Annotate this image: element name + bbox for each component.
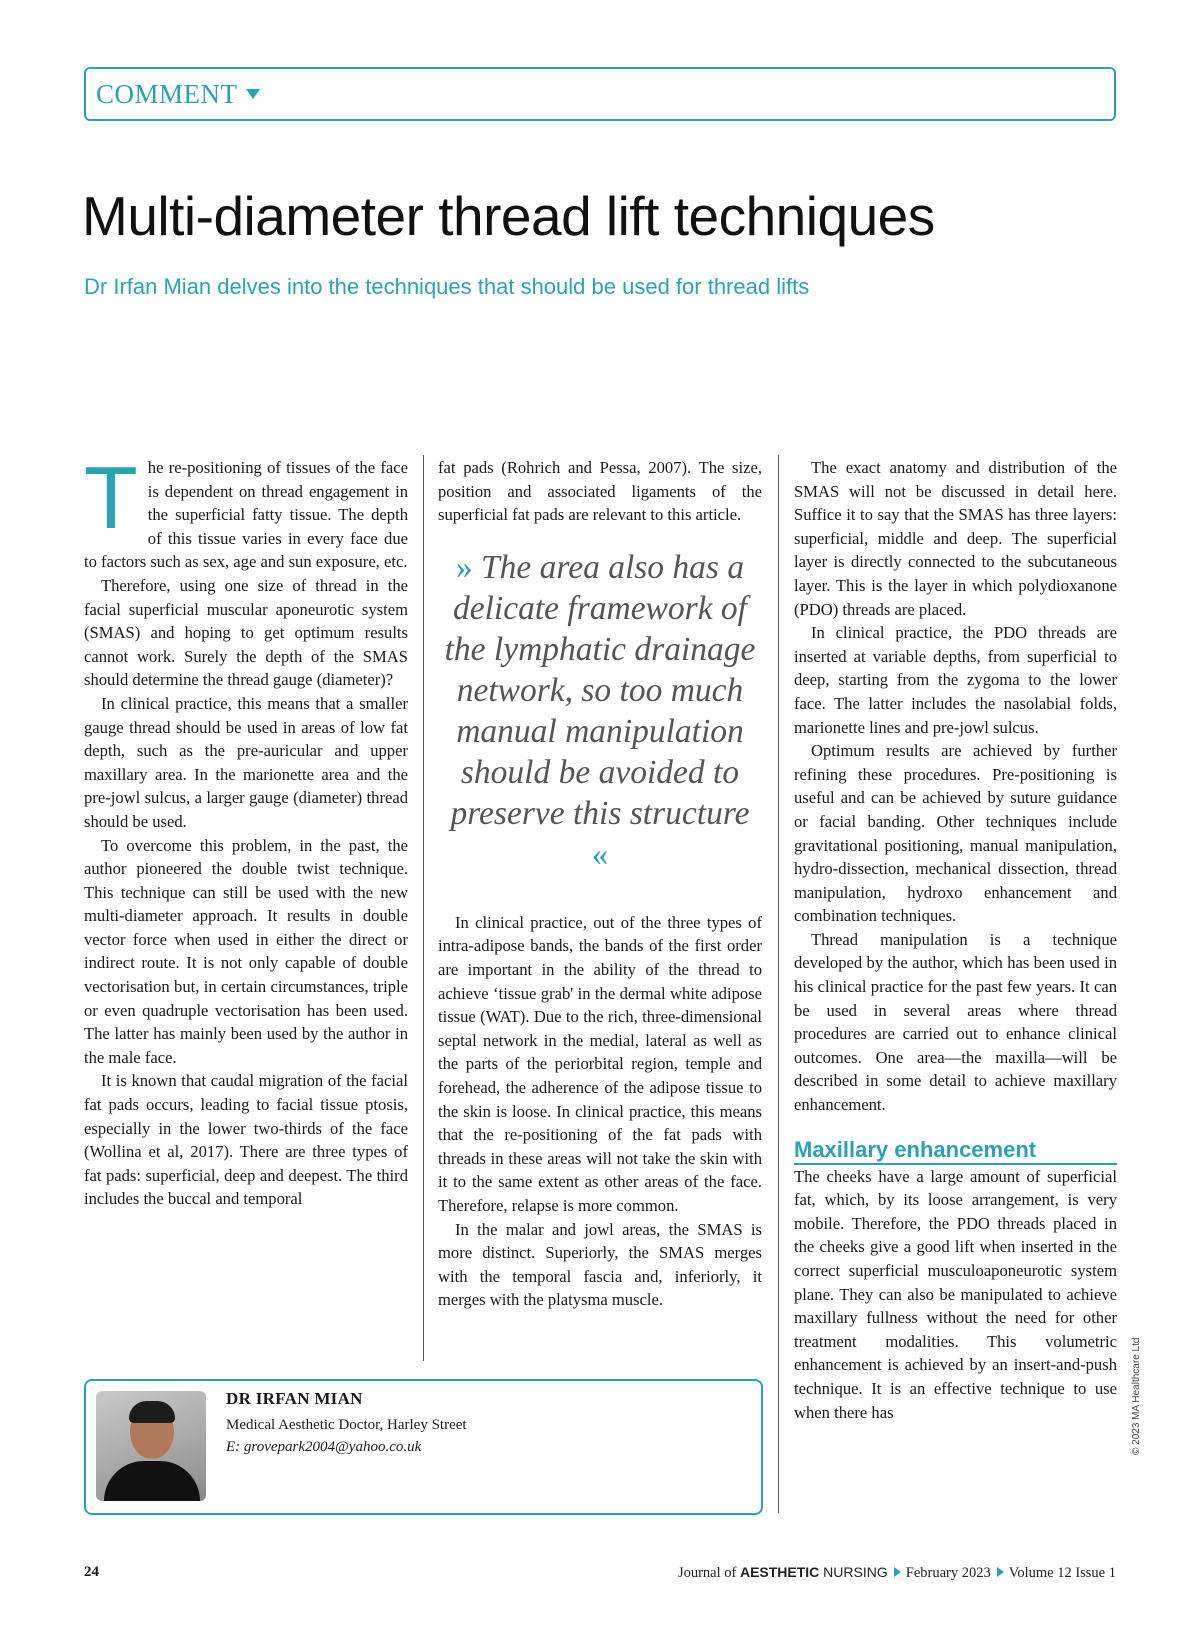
caret-down-icon (246, 89, 260, 99)
volume-issue: Volume 12 Issue 1 (1008, 1565, 1116, 1581)
triangle-right-icon (894, 1567, 901, 1577)
issue-date: February 2023 (905, 1565, 991, 1581)
paragraph: The exact anatomy and distribution of the SMAS will not be discussed in detail here. Suffice it to say that the SMAS has three layers: superficial, middle and deep. The superficial layer is directly connected to the subcutaneous layer. This is the layer in which polydioxanone (PDO) threads are placed. (794, 458, 1117, 619)
quote-open-icon: » (455, 548, 473, 586)
copyright-notice: © 2023 MA Healthcare Ltd (1131, 1337, 1142, 1455)
author-name: DR IRFAN MIAN (226, 1389, 363, 1408)
pull-quote-text: The area also has a delicate framework of the lymphatic drainage network, so too much manual manipulation should be avoided to preserve this structure (444, 548, 756, 832)
column-divider (423, 455, 424, 1361)
author-box (84, 1379, 763, 1515)
paragraph: In clinical practice, the PDO threads are inserted at variable depths, from superficial to deep, starting from the zygoma to the lower face. The latter includes the nasolabial folds, marionette lines and pre-jowl sulcus. (794, 623, 1117, 737)
paragraph: In clinical practice, out of the three types of intra-adipose bands, the bands of the first order are important in the ability of the thread to achieve ‘tissue grab' in the dermal white adipose tissue (WAT). Due to the rich, three-dimensional septal network in the medial, lateral as well as the parts of the periorbital region, temple and forehead, the adherence of the adipose tissue to the skin is loose. In clinical practice, this means that the re-positioning of the fat pads with threads in these areas will not take the skin with it to the same extent as other areas of the face. Therefore, relapse is more common. (438, 912, 762, 1215)
triangle-right-icon (997, 1567, 1004, 1577)
author-email[interactable]: E: grovepark2004@yahoo.co.uk (226, 1439, 422, 1455)
column-divider (778, 455, 779, 1513)
paragraph: Therefore, using one size of thread in the facial superficial muscular aponeurotic system (SMAS) and hoping to get optimum results cannot work. Surely the depth of the SMAS should determine the thread gauge (diameter)? (84, 575, 408, 690)
avatar-body (104, 1461, 200, 1501)
article-title: Multi-diameter thread lift techniques (82, 185, 935, 247)
paragraph: In the malar and jowl areas, the SMAS is more distinct. Superiorly, the SMAS merges with the temporal fascia and, inferiorly, it merges with the platysma muscle. (438, 1219, 762, 1310)
paragraph: he re-positioning of tissues of the face is dependent on thread engagement in the superficial fatty tissue. The depth of this tissue varies in every face due to factors such as sex, age and sun exposure, etc. (84, 458, 408, 572)
paragraph: It is known that caudal migration of the facial fat pads occurs, leading to facial tissue ptosis, especially in the lower two-thirds of the face (Wollina et al, 2017). There are three types of fat pads: superficial, deep and deepest. The third includes the buccal and temporal (84, 1071, 408, 1209)
section-label-text: COMMENT (96, 79, 238, 109)
column-1 (84, 448, 408, 1211)
paragraph: Thread manipulation is a technique developed by the author, which has been used in his clinical practice for the past few years. It can be used in several areas where thread procedures are carried out to enhance clinical outcomes. One area—the maxilla—will be described in some detail to achieve maxillary enhancement. (794, 929, 1117, 1115)
pull-quote (438, 547, 762, 875)
section-label (96, 79, 260, 110)
drop-cap: T (84, 448, 138, 547)
column-2 (438, 456, 762, 1312)
section-header-box (84, 67, 1116, 121)
paragraph: To overcome this problem, in the past, the author pioneered the double twist technique. This technique can still be used with the new multi-diameter approach. It results in double vector force when used in either the direct or indirect route. It is not only capable of double vectorisation but, in certain circumstances, triple or even quadruple vectorisation has been used. The latter has mainly been used by the author in the male face. (84, 835, 408, 1067)
paragraph: fat pads (Rohrich and Pessa, 2007). The size, position and associated ligaments of the superficial fat pads are relevant to this article. (438, 458, 762, 525)
subheading: Maxillary enhancement (794, 1137, 1117, 1165)
column-3 (794, 456, 1117, 1424)
avatar-hair (129, 1401, 175, 1423)
quote-close-icon: « (591, 835, 609, 873)
author-role: Medical Aesthetic Doctor, Harley Street (226, 1417, 467, 1433)
page-number: 24 (84, 1564, 99, 1580)
journal-footer (678, 1564, 1116, 1582)
journal-name-suffix: NURSING (819, 1564, 888, 1580)
paragraph: The cheeks have a large amount of superficial fat, which, by its loose arrangement, is very mobile. Therefore, the PDO threads placed in the cheeks give a good lift when inserted in the correct superficial musculoaponeurotic system plane. They can also be manipulated to achieve maxillary fullness without the need for other treatment modalities. This volumetric enhancement is achieved by an insert-and-push technique. It is an effective technique to use when there has (794, 1166, 1117, 1422)
journal-prefix: Journal of (677, 1565, 740, 1581)
journal-name-bold: AESTHETIC (739, 1564, 820, 1580)
paragraph: In clinical practice, this means that a smaller gauge thread should be used in areas of low fat depth, such as the pre-auricular and upper maxillary area. In the marionette area and the pre-jowl sulcus, a larger gauge (diameter) thread should be used. (84, 693, 408, 831)
author-photo (96, 1391, 206, 1501)
paragraph: Optimum results are achieved by further refining these procedures. Pre-positioning is useful and can be achieved by suture guidance or facial banding. Other techniques include gravitational positioning, manual manipulation, hydro-dissection, mechanical dissection, thread manipulation, hydroxo enhancement and combination techniques. (794, 741, 1117, 926)
article-standfirst: Dr Irfan Mian delves into the techniques that should be used for thread lifts (84, 274, 810, 299)
